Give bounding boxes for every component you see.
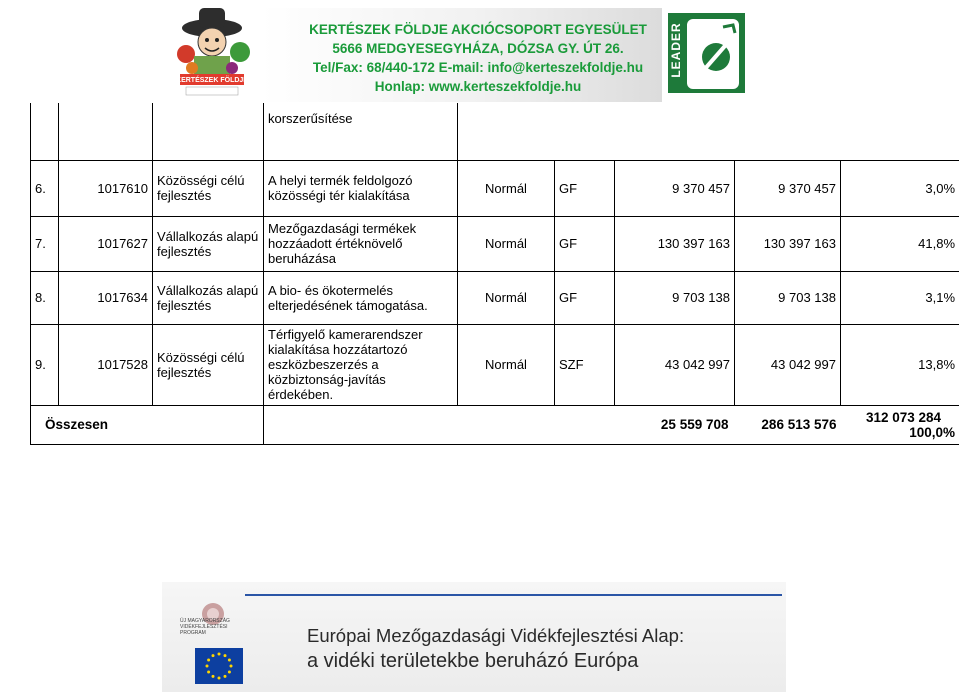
cell-type: Vállalkozás alapú fejlesztés	[153, 216, 264, 271]
footer-line-1: Európai Mezőgazdasági Vidékfejlesztési Alap:	[307, 625, 685, 646]
org-contact: Tel/Fax: 68/440-172 E-mail: info@kerteszekfoldje.hu	[312, 60, 644, 75]
header-contact-block	[293, 20, 663, 96]
cell-empty	[31, 103, 59, 160]
cell-type: Vállalkozás alapú fejlesztés	[153, 271, 264, 324]
footer-rule	[245, 594, 782, 596]
table-row	[31, 216, 959, 271]
cell-empty	[59, 103, 153, 160]
cell-type: Közösségi célú fejlesztés	[153, 324, 264, 405]
total-amount-a: 25 559 708	[264, 405, 735, 444]
eu-flag-icon	[195, 648, 243, 684]
cell-percent: 3,0%	[841, 160, 959, 216]
org-address: 5666 MEDGYESEGYHÁZA, DÓZSA GY. ÚT 26.	[332, 41, 624, 56]
cell-code: SZF	[555, 324, 615, 405]
cell-id: 1017627	[59, 216, 153, 271]
cell-num: 7.	[31, 216, 59, 271]
cell-amount-1: 9 370 457	[615, 160, 735, 216]
cell-percent: 3,1%	[841, 271, 959, 324]
org-name: KERTÉSZEK FÖLDJE AKCIÓCSOPORT EGYESÜLET	[309, 22, 647, 37]
kerteszek-foldje-logo	[172, 2, 252, 98]
total-percent: 100,0%	[909, 424, 956, 440]
cell-empty	[153, 103, 264, 160]
cell-amount-2: 9 703 138	[735, 271, 841, 324]
table-row	[31, 160, 959, 216]
cell-desc-continuation: korszerűsítése	[264, 103, 458, 160]
cell-empty	[458, 103, 959, 160]
cell-amount-1: 9 703 138	[615, 271, 735, 324]
cell-id: 1017634	[59, 271, 153, 324]
cell-num: 9.	[31, 324, 59, 405]
leader-logo	[668, 13, 745, 93]
cell-code: GF	[555, 216, 615, 271]
total-label: Összesen	[31, 405, 264, 444]
cell-id: 1017610	[59, 160, 153, 216]
cell-amount-2: 9 370 457	[735, 160, 841, 216]
table-row-continuation	[31, 103, 959, 160]
cell-amount-1: 130 397 163	[615, 216, 735, 271]
table-row	[31, 324, 959, 405]
cell-num: 8.	[31, 271, 59, 324]
footer-line-2: a vidéki területekbe beruházó Európa	[307, 650, 639, 672]
org-website: Honlap: www.kerteszekfoldje.hu	[374, 79, 582, 94]
table-total-row	[31, 405, 959, 444]
total-amount-c-and-percent	[841, 405, 959, 444]
cell-mode: Normál	[458, 216, 555, 271]
projects-table	[30, 103, 959, 445]
leader-icon	[687, 19, 739, 89]
cell-num: 6.	[31, 160, 59, 216]
cell-desc: A bio- és ökotermelés elterjedésének támogatása.	[264, 271, 458, 324]
cell-percent: 13,8%	[841, 324, 959, 405]
cell-amount-2: 130 397 163	[735, 216, 841, 271]
cell-percent: 41,8%	[841, 216, 959, 271]
cell-amount-1: 43 042 997	[615, 324, 735, 405]
leader-text: LEADER	[669, 22, 683, 78]
cell-code: GF	[555, 160, 615, 216]
total-amount-c: 312 073 284	[865, 409, 942, 425]
cell-id: 1017528	[59, 324, 153, 405]
cell-desc: Térfigyelő kamerarendszer kialakítása hozzátartozó eszközbeszerzés a közbiztonság-javítás érdekében.	[264, 324, 458, 405]
table-row	[31, 271, 959, 324]
cell-code: GF	[555, 271, 615, 324]
total-amount-b: 286 513 576	[735, 405, 841, 444]
cell-type: Közösségi célú fejlesztés	[153, 160, 264, 216]
cell-mode: Normál	[458, 160, 555, 216]
footer-slogan	[307, 624, 684, 674]
cell-desc: Mezőgazdasági termékek hozzáadott értéknövelő beruházása	[264, 216, 458, 271]
emblem-caption: ÚJ MAGYARORSZÁG VIDÉKFEJLESZTÉSI PROGRAM	[180, 618, 230, 636]
letterhead	[0, 0, 959, 103]
cell-mode: Normál	[458, 324, 555, 405]
cell-amount-2: 43 042 997	[735, 324, 841, 405]
cell-desc: A helyi termék feldolgozó közösségi tér kialakítása	[264, 160, 458, 216]
logo-text: KERTÉSZEK FÖLDJE	[176, 77, 248, 84]
cell-mode: Normál	[458, 271, 555, 324]
